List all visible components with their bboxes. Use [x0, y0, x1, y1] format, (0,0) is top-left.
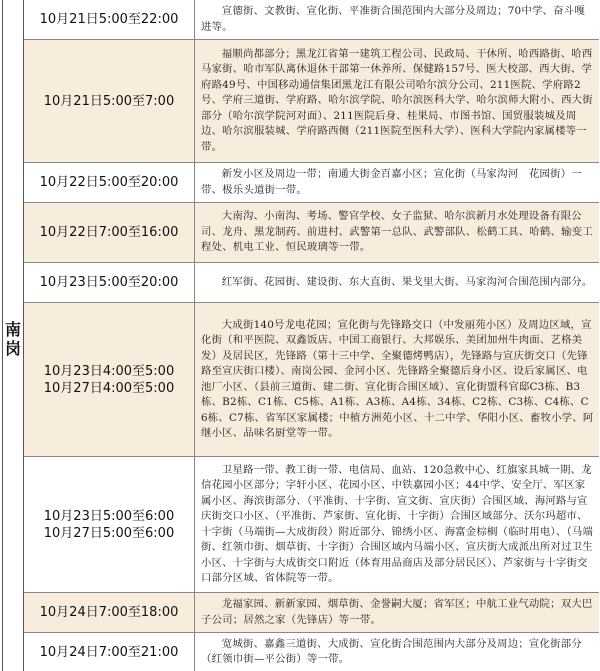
time-text: 10月23日4:00至5:00: [43, 363, 175, 379]
area-cell: [195, 0, 599, 39]
schedule-row: [24, 303, 599, 457]
schedule-row: [24, 40, 599, 163]
time-text: 10月27日5:00至6:00: [43, 525, 175, 541]
area-text: 宣德街、文教街、宣化街、平准街合围范围内大部分及周边；70中学、奋斗嘎进等。: [201, 5, 585, 33]
time-text: 10月22日5:00至20:00: [39, 175, 179, 190]
schedule-row: [24, 593, 599, 633]
time-text: 10月22日7:00至16:00: [39, 225, 179, 240]
time-cell: [24, 457, 195, 592]
district-column: [3, 0, 24, 671]
outage-schedule-table: [2, 0, 599, 671]
time-cell: [24, 303, 195, 456]
time-text: 10月23日5:00至6:00: [43, 508, 175, 524]
area-text: 卫星路一带、教工街一带、电信局、血站、120急救中心、红旗家具城一期、龙信花园小区部分；字轩小区、花园小区、中铁嘉园小区；44中学、安全厅、军区家属小区、海滨街部分、（平准街、十字街、宣文街、宣庆街）合围区域、海河路与宣庆街交口小区、（平准街、芦家街、宣化街、十字街）合围区域部分、沃尔玛超市、十字街（马端街—大成街段）附近部分、锦绣小区、海富金棕榈（临时用电）、（马端街、红领巾街、烟草街、十字街）合围区域内马端小区、宣庆街大成派出所对过卫生小区、十字街与大成街交口附近（体育用品商店及部分居民区）、芦家街与十字街交口部分区域、省体院等一带。: [201, 463, 594, 584]
schedule-row: [24, 203, 599, 263]
area-text: 新发小区及周边一带；南通大街金百嘉小区；宣化街（马家沟河 花园街）一带、极乐头道街一带。: [201, 168, 582, 196]
area-cell: [195, 303, 599, 456]
time-cell: [24, 633, 195, 671]
district-label: 南岗: [4, 320, 21, 358]
schedule-row: [24, 263, 599, 303]
time-cell: [24, 593, 195, 632]
time-text: 10月24日7:00至18:00: [39, 605, 179, 620]
area-text: 红军街、花园街、建设街、东大直街、果戈里大街、马家沟河合围范围内部分。: [221, 275, 593, 288]
time-text: 10月21日5:00至22:00: [39, 12, 179, 27]
time-text: 10月24日7:00至21:00: [39, 644, 179, 660]
area-cell: [195, 163, 599, 202]
area-text: 龙福家园、新新家园、烟草街、金誉嗣大厦；省军区；中航工业气动院；双大巴子公司；居然之家（先锋店）等一带。: [201, 598, 593, 626]
time-cell: [24, 40, 195, 162]
schedule-row: [24, 163, 599, 203]
schedule-row: [24, 633, 599, 671]
area-cell: [195, 457, 599, 592]
area-text: 大南沟、小南沟、考场、警官学校、女子监狱、哈尔滨新月水处理设备有限公司、龙舟、黑龙制药、前进村、武警第一总队、武警部队、松鹤工具、哈鹤、输变工程处、机电工业、恒民玻璃等一带。: [201, 210, 593, 254]
area-text: 福顺尚都部分；黑龙江省第一建筑工程公司、民政局、干休所、哈西路街、哈西马家街、哈市军队离休退休干部第一休养所、保健路157号、医大校部、西大街、学府路49号、中国移动通信集团黑龙江有限公司哈尔滨分公司、211医院、学府路2号、学府三道街、学府路、哈尔滨学院、哈尔滨医科大学、哈尔滨师大附小、西大街部分（哈尔滨学院河对面）、211医院后身、桂果局、市图书馆、国贸服装城及周边、哈尔滨服装城、学府路西侧（211医院至医科大学）、医科大学院内家属楼等一带。: [201, 47, 593, 153]
area-cell: [195, 203, 599, 262]
time-cell: [24, 163, 195, 202]
area-cell: [195, 593, 599, 632]
schedule-row: [24, 0, 599, 40]
area-cell: [195, 40, 599, 162]
time-cell: [24, 203, 195, 262]
area-text: 宽城街、嘉鑫三道街、大成街、宣化街合围范围内大部分及周边；宣化街部分（红领巾街—平公街）等一带。: [201, 637, 582, 665]
area-text: 大成街140号龙电花园；宣化街与先锋路交口（中发丽苑小区）及周边区域，宣化街（和平医院、双鑫饭店、中国工商银行、大邦娱乐、美团加州牛肉面、艺格美发）及居民区，先锋路（第十三中学、全聚德烤鸭店），先锋路与宣庆街交口（先锋路至宣庆街口楼）、南岗公园、金河小区、先锋路全聚德后身小区、设后家属区、电池厂小区、（县前三道街、建二街、宣化街合围区域）、宣化街盟科官邸C3栋、B3栋、B2栋、C1栋、C5栋、A1栋、A3栋、A4栋、34栋、C2栋、C3栋、C4栋、C6栋、C7栋、省军区家属楼；中植方洲苑小区、十二中学、华阳小区、畜牧小学、阿继小区、品味名厨堂等一带。: [201, 318, 594, 439]
time-text: 10月21日5:00至7:00: [43, 93, 175, 109]
time-cell: [24, 263, 195, 302]
area-cell: [195, 633, 599, 671]
schedule-row: [24, 457, 599, 593]
time-text: 10月27日4:00至5:00: [43, 380, 175, 396]
time-text: 10月23日5:00至20:00: [39, 275, 179, 290]
time-cell: [24, 0, 195, 39]
area-cell: [195, 263, 599, 302]
